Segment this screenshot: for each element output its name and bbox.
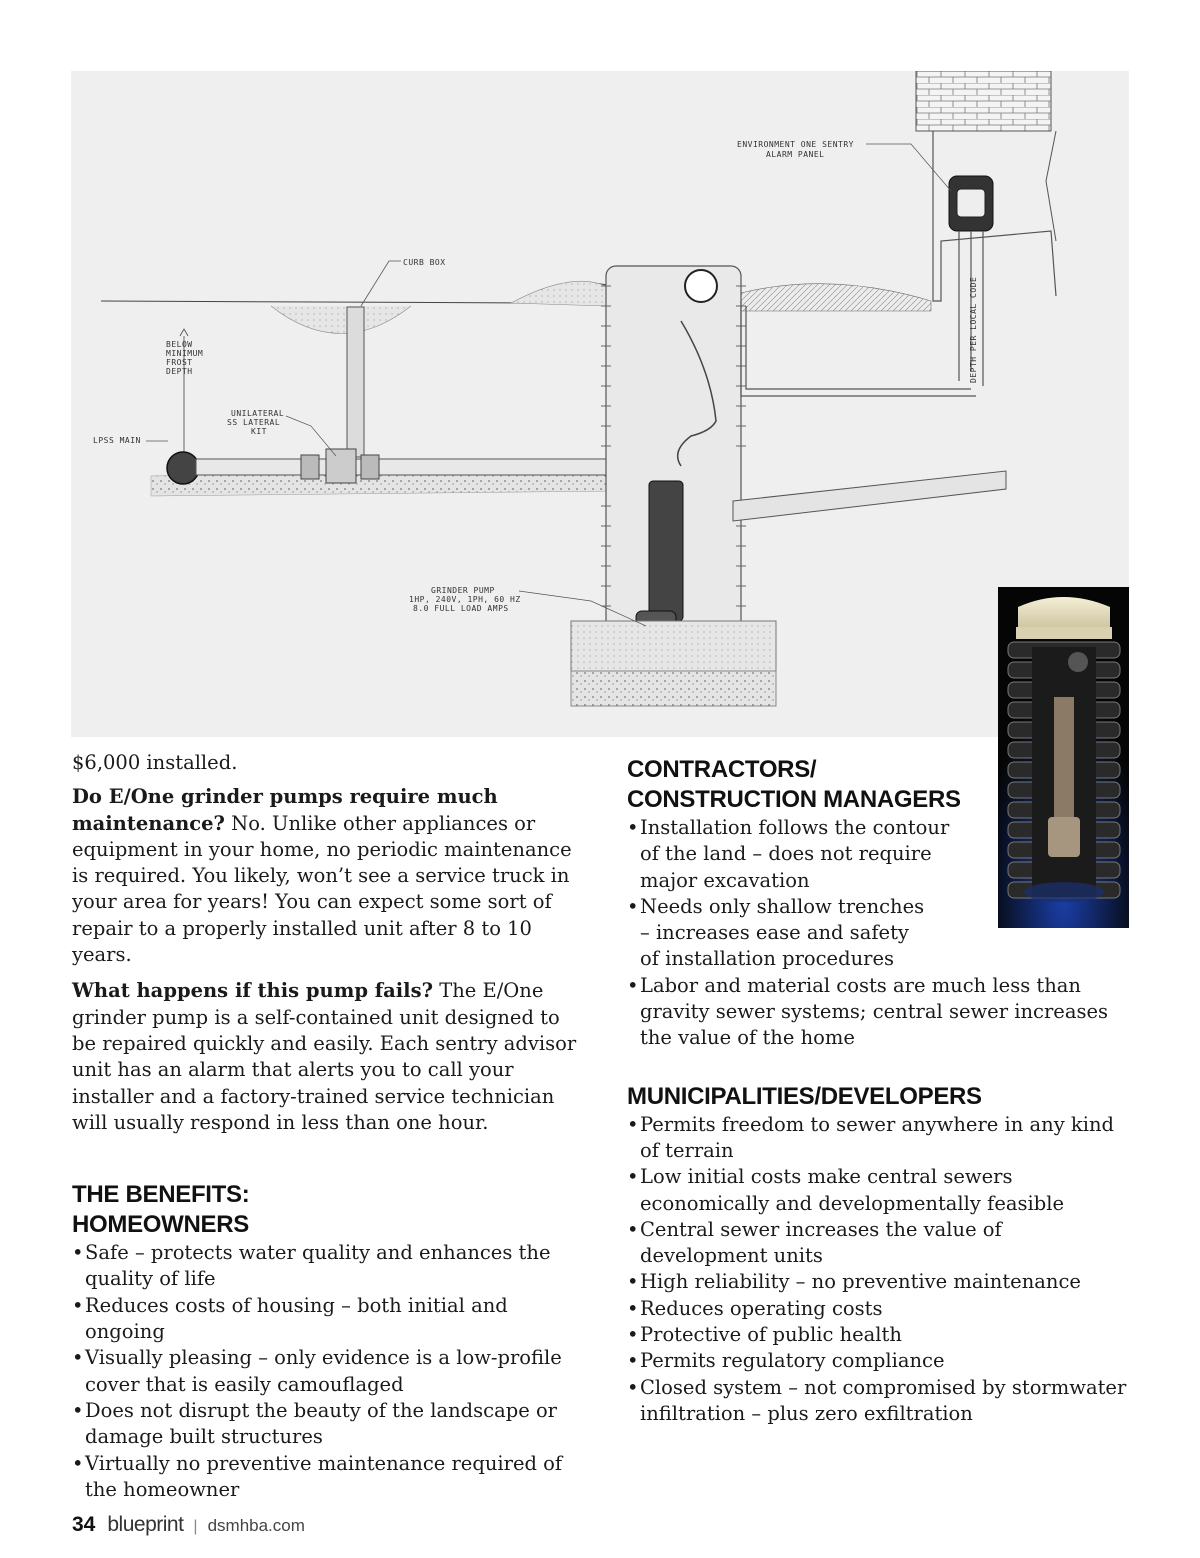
list-item: • Visually pleasing – only evidence is a low-profile cover that is easily camouflaged [72, 1345, 582, 1398]
label-below-2: MINIMUM [166, 349, 204, 358]
label-pump-3: 8.0 FULL LOAD AMPS [413, 604, 509, 613]
benefits-heading-line2: HOMEOWNERS [72, 1211, 250, 1239]
right-column [627, 755, 1127, 1427]
label-pump-2: 1HP, 240V, 1PH, 60 HZ [409, 595, 521, 604]
list-item: • Installation follows the contour of the land – does not require major excavation [627, 815, 958, 894]
label-curb-box: CURB BOX [403, 258, 446, 267]
list-item: • High reliability – no preventive maintenance [627, 1269, 1127, 1295]
page-number: 34 [72, 1513, 96, 1536]
faq-failure-answer: The E/One grinder pump is a self-contained unit designed to be repaired quickly and easily. Each sentry advisor unit has an alarm that alerts you to call your installer and a factory-trained service technician will usually respond in less than one hour. [72, 979, 577, 1134]
site-url: dsmhba.com [207, 1516, 305, 1535]
faq-failure-question: What happens if this pump fails? [72, 979, 433, 1003]
list-item: • Protective of public health [627, 1322, 1127, 1348]
municipalities-heading: MUNICIPALITIES/DEVELOPERS [627, 1082, 982, 1110]
benefits-heading-line1: THE BENEFITS: [72, 1181, 250, 1209]
installation-diagram [71, 71, 1129, 737]
label-unilateral-2: SS LATERAL [227, 418, 281, 427]
label-pump-1: GRINDER PUMP [431, 586, 495, 595]
list-item: • Reduces operating costs [627, 1296, 1127, 1322]
contractors-list [627, 815, 1127, 1052]
label-below-1: BELOW [166, 340, 193, 349]
list-item: • Reduces costs of housing – both initial and ongoing [72, 1293, 582, 1346]
benefits-heading [72, 1180, 582, 1240]
footer-separator: | [193, 1518, 198, 1535]
contractors-heading [627, 755, 1127, 815]
intro-text: $6,000 installed. [72, 751, 238, 774]
left-column [72, 750, 582, 1503]
homeowners-list [72, 1240, 582, 1503]
label-below-3: FROST [166, 358, 193, 367]
list-item: • Low initial costs make central sewers economically and developmentally feasible [627, 1164, 1127, 1217]
label-unilateral-3: KIT [251, 427, 267, 436]
list-item: • Labor and material costs are much less than gravity sewer systems; central sewer increases the value of the home [627, 973, 1120, 1052]
page-footer [72, 1513, 305, 1543]
label-unilateral-1: UNILATERAL [231, 409, 285, 418]
list-item: • Central sewer increases the value of development units [627, 1217, 1127, 1270]
list-item: • Permits regulatory compliance [627, 1348, 1127, 1374]
label-alarm-1: ENVIRONMENT ONE SENTRY [737, 140, 854, 149]
label-lpss-main: LPSS MAIN [93, 436, 141, 445]
faq-maintenance-answer: No. Unlike other appliances or equipment in your home, no periodic maintenance is required. You likely, won’t see a service truck in your area for years! You can expect some sort of repair to a properly installed unit after 8 to 10 years. [72, 811, 572, 967]
list-item: • Safe – protects water quality and enhances the quality of life [72, 1240, 582, 1293]
municipalities-list [627, 1112, 1127, 1428]
list-item: • Permits freedom to sewer anywhere in any kind of terrain [627, 1112, 1127, 1165]
list-item: • Does not disrupt the beauty of the landscape or damage built structures [72, 1398, 582, 1451]
list-item: • Closed system – not compromised by stormwater infiltration – plus zero exfiltration [627, 1375, 1127, 1428]
faq-failure [72, 978, 582, 1136]
brand-logo: blueprint [107, 1513, 184, 1536]
faq-maintenance-question: Do E/One grinder pumps require much maintenance? [72, 785, 498, 835]
label-depth: DEPTH PER LOCAL CODE [969, 276, 978, 383]
label-below-4: DEPTH [166, 367, 193, 376]
list-item: • Needs only shallow trenches – increases ease and safety of installation procedures [627, 894, 925, 973]
faq-maintenance [72, 784, 582, 968]
contractors-heading-line1: CONTRACTORS/ [627, 756, 817, 783]
list-item: • Virtually no preventive maintenance required of the homeowner [72, 1451, 582, 1504]
label-alarm-2: ALARM PANEL [766, 150, 825, 159]
contractors-heading-line2: CONSTRUCTION MANAGERS [627, 786, 961, 813]
